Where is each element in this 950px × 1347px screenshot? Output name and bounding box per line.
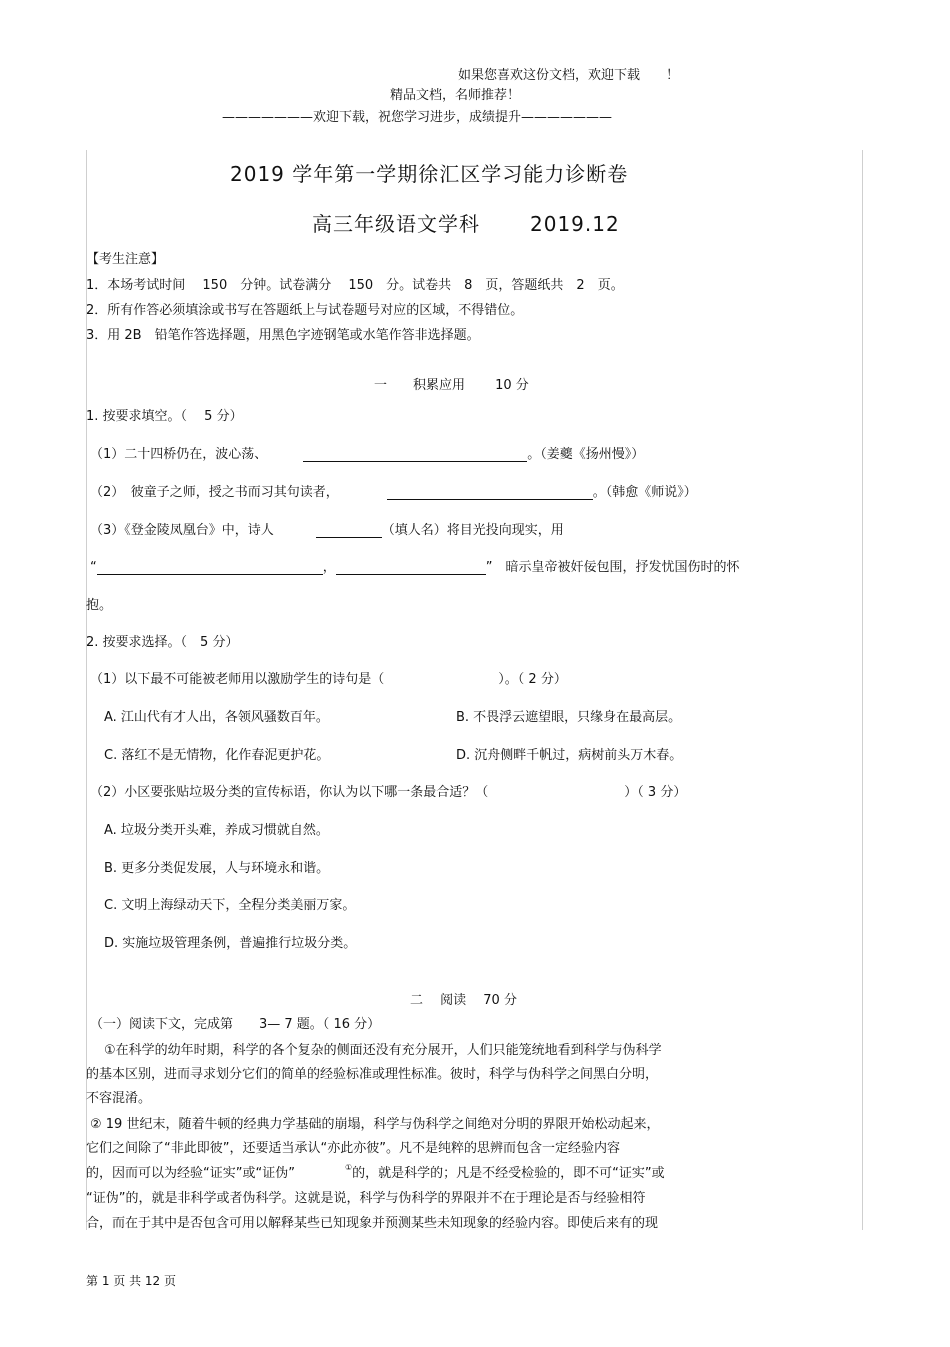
answer-blank[interactable]	[303, 447, 527, 462]
page-number: 第 1 页 共 12 页	[86, 1274, 176, 1288]
answer-blank[interactable]	[97, 560, 323, 575]
q2-p1-option-c[interactable]: C. 落红不是无情物，化作春泥更护花。	[104, 748, 330, 763]
exam-date: 2019.12	[530, 212, 620, 236]
notice-heading: 【考生注意】	[86, 252, 165, 267]
paragraph-2-line4: “证伪”的，就是非科学或者伪科学。这就是说，科学与伪科学的界限并不在于理论是否与经验相符	[86, 1191, 646, 1206]
page-subtitle: 高三年级语文学科 2019.12	[312, 212, 620, 236]
paragraph-2-line2: 它们之间除了“非此即彼”，还要适当承认“亦此亦彼”。凡不是纯粹的思辨而包含一定经验内容	[86, 1141, 620, 1156]
q1-sub3-line3: 抱。	[86, 598, 113, 613]
paragraph-2-line5: 合，而在于其中是否包含可用以解释某些已知现象并预测某些未知现象的经验内容。即使后来有的现	[86, 1216, 659, 1231]
section2-heading: 二 阅读 70 分	[410, 993, 517, 1008]
page-title: 2019 学年第一学期徐汇区学习能力诊断卷	[230, 162, 629, 186]
answer-blank[interactable]	[316, 523, 382, 538]
q2-p1-option-a[interactable]: A. 江山代有才人出，各领风骚数百年。	[104, 710, 329, 725]
q1-sub2: （2） 彼童子之师，授之书而习其句读者， 。（韩愈《师说》）	[90, 485, 697, 500]
q2-p2-option-a[interactable]: A. 垃圾分类开头难，养成习惯就自然。	[104, 823, 329, 838]
q2-p2-option-b[interactable]: B. 更多分类促发展，人与环境永和谐。	[104, 861, 330, 876]
q1-stem: 1. 按要求填空。（ 5 分）	[86, 409, 243, 424]
q1-sub3-line2: “ ， ” 暗示皇帝被奸佞包围，抒发忧国伤时的怀	[90, 560, 740, 575]
notice-item-2: 2．所有作答必须填涂或书写在答题纸上与试卷题号对应的区域，不得错位。	[86, 303, 524, 318]
paragraph-2-line1: ② 19 世纪末，随着牛顿的经典力学基础的崩塌，科学与伪科学之间绝对分明的界限开始松动起来，	[90, 1117, 660, 1132]
q2-part2-stem: （2）小区要张贴垃圾分类的宣传标语，你认为以下哪一条最合适？（ ）（ 3 分）	[90, 785, 687, 800]
header-line1: 如果您喜欢这份文档，欢迎下载 ！	[458, 68, 680, 83]
answer-blank[interactable]	[336, 560, 486, 575]
q2-p1-option-b[interactable]: B. 不畏浮云遮望眼，只缘身在最高层。	[456, 710, 682, 725]
q2-stem: 2. 按要求选择。（ 5 分）	[86, 635, 239, 650]
q2-p2-option-d[interactable]: D. 实施垃圾管理条例，普遍推行垃圾分类。	[104, 936, 357, 951]
notice-item-1: 1．本场考试时间 150 分钟。试卷满分 150 分。试卷共 8 页，答题纸共 2 页。	[86, 278, 624, 293]
answer-blank[interactable]	[387, 485, 593, 500]
paragraph-1-line1: ①在科学的幼年时期，科学的各个复杂的侧面还没有充分展开，人们只能笼统地看到科学与伪科学	[104, 1043, 662, 1058]
q2-part1-stem: （1）以下最不可能被老师用以激励学生的诗句是（ ）。（ 2 分）	[90, 672, 567, 687]
paragraph-2-line3: 的，因而可以为经验“证实”或“证伪” ①的，就是科学的；凡是不经受检验的，即不可“证实”或	[86, 1163, 665, 1181]
q2-p2-option-c[interactable]: C. 文明上海绿动天下，全程分类美丽万家。	[104, 898, 356, 913]
notice-item-3: 3．用 2B 铅笔作答选择题，用黑色字迹钢笔或水笔作答非选择题。	[86, 328, 480, 343]
paragraph-1-line2: 的基本区别，进而寻求划分它们的简单的经验标准或理性标准。彼时，科学与伪科学之间黑白分明，	[86, 1067, 659, 1082]
footnote-marker: ①	[344, 1163, 353, 1172]
reading-part1-stem: （一）阅读下文，完成第 3— 7 题。（ 16 分）	[90, 1017, 381, 1032]
q2-p1-option-d[interactable]: D. 沉舟侧畔千帆过，病树前头万木春。	[456, 748, 683, 763]
paragraph-1-line3: 不容混淆。	[86, 1091, 152, 1106]
q1-sub3: （3）《登金陵凤凰台》中，诗人 （填人名）将目光投向现实，用	[90, 523, 564, 538]
right-margin-line	[862, 150, 863, 1230]
header-line3: ———————欢迎下载，祝您学习进步，成绩提升———————	[222, 110, 613, 125]
header-line2: 精品文档，名师推荐！	[390, 88, 521, 103]
section1-heading: 一 积累应用 10 分	[374, 378, 529, 393]
q1-sub1: （1）二十四桥仍在，波心荡、 。（姜夔《扬州慢》）	[90, 447, 645, 462]
